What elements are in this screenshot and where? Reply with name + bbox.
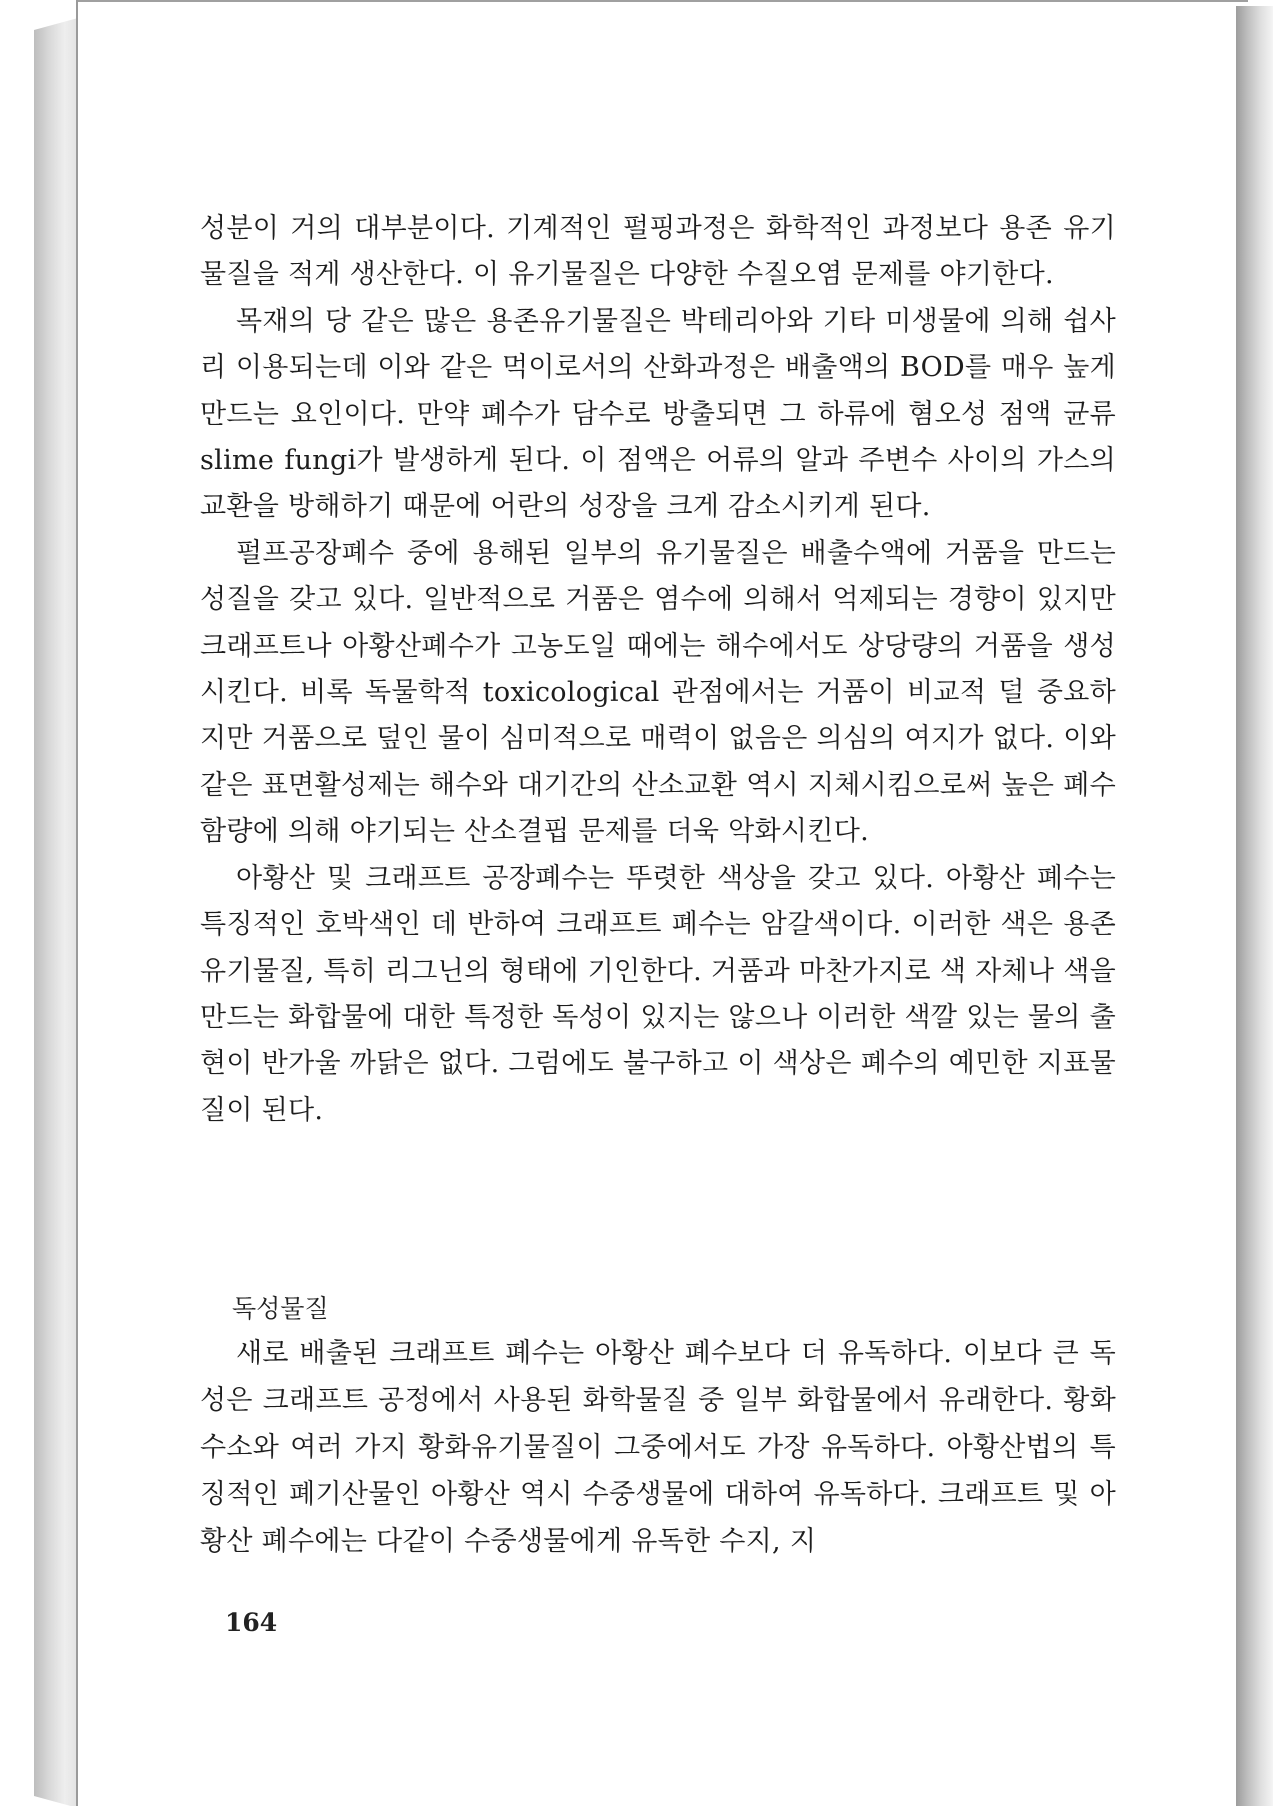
page-number: 164	[225, 1608, 278, 1637]
paragraph: 목재의 당 같은 많은 용존유기물질은 박테리아와 기타 미생물에 의해 쉽사리 이용되는데 이와 같은 먹이로서의 산화과정은 배출액의 BOD를 매우 높게 만드는 요인이다. 만약 폐수가 담수로 방출되면 그 하류에 혐오성 점액 균류 slime fungi가 발생하게 된다. 이 점액은 어류의 알과 주변수 사이의 가스의 교환을 방해하기 때문에 어란의 성장을 크게 감소시키게 된다.	[200, 305, 1116, 523]
section-body-text	[200, 1330, 1116, 1565]
paragraph: 아황산 및 크래프트 공장폐수는 뚜렷한 색상을 갖고 있다. 아황산 폐수는 특징적인 호박색인 데 반하여 크래프트 폐수는 암갈색이다. 이러한 색은 용존유기물질, 특히 리그닌의 형태에 기인한다. 거품과 마찬가지로 색 자체나 색을 만드는 화합물에 대한 특정한 독성이 있지는 않으나 이러한 색깔 있는 물의 출현이 반가울 까닭은 없다. 그럼에도 불구하고 이 색상은 폐수의 예민한 지표물질이 된다.	[200, 862, 1116, 1126]
body-text	[200, 206, 1116, 1134]
book-spine-edge	[34, 18, 78, 1806]
paragraph: 펄프공장폐수 중에 용해된 일부의 유기물질은 배출수액에 거품을 만드는 성질을 갖고 있다. 일반적으로 거품은 염수에 의해서 억제되는 경향이 있지만 크래프트나 아황산폐수가 고농도일 때에는 해수에서도 상당량의 거품을 생성시킨다. 비록 독물학적 toxicological 관점에서는 거품이 비교적 덜 중요하지만 거품으로 덮인 물이 심미적으로 매력이 없음은 의심의 여지가 없다. 이와 같은 표면활성제는 해수와 대기간의 산소교환 역시 지체시킴으로써 높은 폐수 함량에 의해 야기되는 산소결핍 문제를 더욱 악화시킨다.	[200, 537, 1116, 848]
page-right-shadow	[1236, 6, 1273, 1806]
paragraph: 새로 배출된 크래프트 폐수는 아황산 폐수보다 더 유독하다. 이보다 큰 독성은 크래프트 공정에서 사용된 화학물질 중 일부 화합물에서 유래한다. 황화수소와 여러 가지 황화유기물질이 그중에서도 가장 유독하다. 아황산법의 특징적인 폐기산물인 아황산 역시 수중생물에 대하여 유독하다. 크래프트 및 아황산 폐수에는 다같이 수중생물에게 유독한 수지, 지	[200, 1338, 1116, 1557]
page-edge-line	[76, 0, 78, 1806]
section-heading: 독성물질	[232, 1294, 329, 1323]
paragraph: 성분이 거의 대부분이다. 기계적인 펄핑과정은 화학적인 과정보다 용존 유기물질을 적게 생산한다. 이 유기물질은 다양한 수질오염 문제를 야기한다.	[200, 213, 1116, 291]
